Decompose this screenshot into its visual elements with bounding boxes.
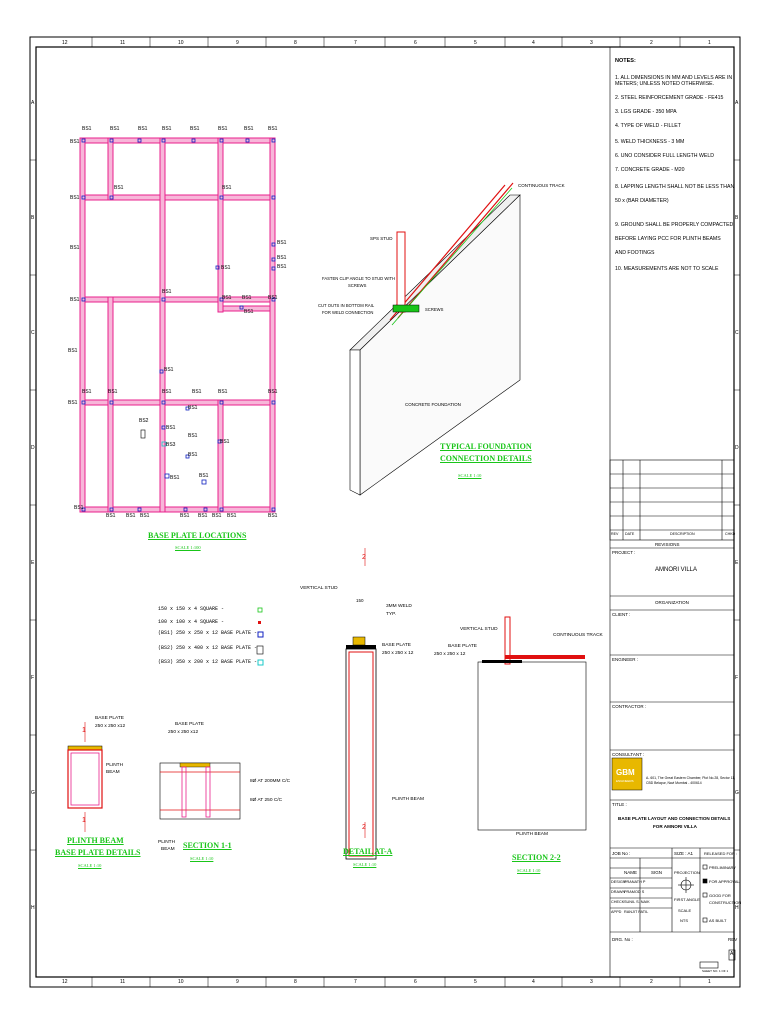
organization-label: ORGANIZATION bbox=[655, 600, 689, 605]
grid-label-bottom: 10 bbox=[178, 979, 184, 985]
plan-label-bs1: BS1 bbox=[244, 126, 254, 132]
note-item: AND FOOTINGS bbox=[615, 250, 655, 256]
released-for-label: RELEASED FOR : bbox=[704, 851, 738, 856]
design-label: DESIGN bbox=[611, 880, 626, 884]
scale-value: NTS bbox=[680, 918, 688, 923]
da-scale: SCALE 1:10 bbox=[353, 862, 377, 867]
rev-label: REV bbox=[728, 937, 738, 942]
grid-label-top: 10 bbox=[178, 40, 184, 46]
grid-label-bottom: 9 bbox=[236, 979, 239, 985]
plan-label-bs1: BS1 bbox=[170, 475, 180, 481]
grid-label-top: 7 bbox=[354, 40, 357, 46]
note-item: 7. CONCRETE GRADE - M20 bbox=[615, 167, 685, 173]
check-name: SUNIL S. NAIK bbox=[624, 900, 650, 904]
da-typ: TYP. bbox=[386, 612, 397, 617]
da-weld: 3MM WELD bbox=[386, 604, 412, 609]
title-line-2: FOR AMNORI VILLA bbox=[653, 824, 697, 829]
section-2-2 bbox=[478, 617, 586, 830]
plinth-title-2: BASE PLATE DETAILS bbox=[55, 848, 141, 857]
grid-label-right: B bbox=[735, 215, 739, 221]
construction-label: CONSTRUCTION bbox=[709, 900, 742, 905]
check-label: CHECK bbox=[611, 900, 625, 904]
grid-label-bottom: 12 bbox=[62, 979, 68, 985]
plan-label-bs1: BS1 bbox=[166, 425, 176, 431]
rev-header: REV bbox=[611, 532, 619, 536]
grid-label-right: H bbox=[735, 905, 739, 911]
iso-sps-stud: SPS STUD bbox=[370, 236, 393, 241]
rev-value: A bbox=[730, 951, 734, 957]
note-item: 6. UNO CONSIDER FULL LENGTH WELD bbox=[615, 153, 714, 159]
plan-label-bs1: BS1 bbox=[162, 389, 172, 395]
s11-size: 250 x 250 x12 bbox=[168, 730, 199, 735]
plan-label-bs1: BS1 bbox=[277, 264, 287, 270]
plan-label-bs2: BS2 bbox=[139, 418, 149, 424]
grid-label-bottom: 1 bbox=[708, 979, 711, 985]
da-vertical-stud: VERTICAL STUD bbox=[300, 586, 338, 591]
grid-label-top: 5 bbox=[474, 40, 477, 46]
note-item: 2. STEEL REINFORCEMENT GRADE - FE415 bbox=[615, 95, 724, 101]
grid-label-bottom: 3 bbox=[590, 979, 593, 985]
rev-header: CHKD bbox=[725, 532, 736, 536]
grid-label-top: 2 bbox=[650, 40, 653, 46]
grid-label-bottom: 6 bbox=[414, 979, 417, 985]
grid-label-top: 1 bbox=[708, 40, 711, 46]
plan-label-bs1: BS1 bbox=[190, 126, 200, 132]
plan-label-bs1: BS1 bbox=[268, 295, 278, 301]
drg-no-label: DRG. No : bbox=[612, 937, 633, 942]
plan-label-bs1: BS1 bbox=[68, 400, 78, 406]
s22-scale: SCALE 1:10 bbox=[517, 868, 541, 873]
client-label: CLIENT : bbox=[612, 612, 631, 617]
grid-label-top: 8 bbox=[294, 40, 297, 46]
iso-cutouts2: FOR WELD CONNECTION bbox=[322, 310, 374, 315]
plan-title: BASE PLATE LOCATIONS bbox=[148, 531, 247, 540]
plan-label-bs1: BS1 bbox=[188, 405, 198, 411]
plan-label-bs1: BS1 bbox=[268, 126, 278, 132]
da-size: 250 x 250 x 12 bbox=[382, 651, 414, 656]
grid-label-left: A bbox=[31, 100, 35, 106]
legend-item: (BS3) 350 x 200 x 12 BASE PLATE - bbox=[158, 659, 258, 665]
grid-label-bottom: 7 bbox=[354, 979, 357, 985]
da-base-plate: BASE PLATE bbox=[382, 643, 411, 648]
plinth-marker-top: 1 bbox=[82, 727, 86, 734]
da-marker-bottom: 2 bbox=[362, 824, 366, 831]
grid-label-top: 11 bbox=[120, 40, 126, 46]
revisions-label: REVISIONS bbox=[655, 542, 680, 547]
preliminary-label: PRELIMINARY bbox=[709, 865, 737, 870]
plan-label-bs1: BS1 bbox=[198, 513, 208, 519]
plan-label-bs1: BS1 bbox=[68, 348, 78, 354]
da-plinth-beam: PLINTH BEAM bbox=[392, 797, 424, 802]
plan-label-bs1: BS1 bbox=[82, 126, 92, 132]
plan-label-bs1: BS1 bbox=[70, 245, 80, 251]
s11-bar2: 8Ø AT 250 C/C bbox=[250, 798, 283, 803]
plan-label-bs1: BS1 bbox=[108, 389, 118, 395]
plan-beams bbox=[80, 138, 278, 512]
legend-item: 100 x 100 x 4 SQUARE - bbox=[158, 619, 225, 625]
iso-title-1: TYPICAL FOUNDATION bbox=[440, 442, 532, 451]
iso-cutouts: CUT OUTS IN BOTTOM RAIL bbox=[318, 303, 375, 308]
title-label: TITLE : bbox=[612, 802, 627, 807]
plinth-marker-bottom: 1 bbox=[82, 817, 86, 824]
s11-bar1: 8Ø AT 200MM C/C bbox=[250, 779, 291, 784]
address-line-1: A- 601, The Great Eastern Chamber, Plot No.28, Sector 11, bbox=[646, 776, 736, 780]
iso-continuous-track: CONTINUOUS TRACK bbox=[518, 183, 565, 188]
grid-label-right: C bbox=[735, 330, 739, 336]
plan-label-bs1: BS1 bbox=[162, 126, 172, 132]
iso-foundation-label: CONCRETE FOUNDATION bbox=[405, 402, 461, 407]
plan-plate-bs2 bbox=[141, 430, 145, 438]
plan-label-bs1: BS1 bbox=[70, 297, 80, 303]
s22-vertical-stud: VERTICAL STUD bbox=[460, 627, 498, 632]
plan-label-bs1: BS1 bbox=[244, 309, 254, 315]
plinth-beam-label: BEAM bbox=[106, 770, 120, 775]
note-item: 4. TYPE OF WELD - FILLET bbox=[615, 123, 681, 129]
s11-beam: BEAM bbox=[161, 847, 175, 852]
s22-base-plate: BASE PLATE bbox=[448, 644, 477, 649]
project-label: PROJECT : bbox=[612, 550, 636, 555]
plinth-scale: SCALE 1:10 bbox=[78, 863, 102, 868]
plan-label-bs1: BS1 bbox=[218, 126, 228, 132]
plan-label-bs1: BS1 bbox=[277, 240, 287, 246]
plan-label-bs1: BS1 bbox=[268, 389, 278, 395]
plan-label-bs1: BS1 bbox=[180, 513, 190, 519]
grid-label-left: H bbox=[31, 905, 35, 911]
grid-label-left: G bbox=[31, 790, 35, 796]
grid-label-top: 4 bbox=[532, 40, 535, 46]
plan-label-bs1: BS1 bbox=[106, 513, 116, 519]
plan-label-bs1: BS1 bbox=[126, 513, 136, 519]
da-dim: 150 bbox=[356, 598, 364, 603]
s11-title: SECTION 1-1 bbox=[183, 841, 232, 850]
grid-label-left: D bbox=[31, 445, 35, 451]
plan-label-bs1: BS1 bbox=[82, 389, 92, 395]
first-angle-label: FIRST ANGLE bbox=[674, 897, 700, 902]
s22-title: SECTION 2-2 bbox=[512, 853, 561, 862]
good-for-label: GOOD FOR bbox=[709, 893, 731, 898]
note-item: 5. WELD THICKNESS - 3 MM bbox=[615, 139, 685, 145]
name-header: NAME bbox=[624, 870, 638, 875]
as-built-label: AS BUILT bbox=[709, 918, 727, 923]
rev-header: DESCRIPTION bbox=[670, 532, 695, 536]
s22-continuous-track: CONTINUOUS TRACK bbox=[553, 633, 603, 638]
plan-label-bs1: BS1 bbox=[70, 139, 80, 145]
da-marker-top: 2 bbox=[362, 554, 366, 561]
title-line-1: BASE PLATE LAYOUT AND CONNECTION DETAILS bbox=[618, 816, 731, 821]
grid-label-right: G bbox=[735, 790, 739, 796]
contractor-label: CONTRACTOR : bbox=[612, 704, 647, 709]
plan-label-bs1: BS1 bbox=[222, 295, 232, 301]
plan-label-bs1: BS1 bbox=[110, 126, 120, 132]
grid-label-bottom: 11 bbox=[120, 979, 126, 985]
iso-screws: SCREWS bbox=[425, 307, 444, 312]
plan-label-bs1: BS1 bbox=[188, 452, 198, 458]
project-name: AMNORI VILLA bbox=[655, 567, 698, 573]
plan-label-bs1: BS1 bbox=[74, 505, 84, 511]
grid-label-right: A bbox=[735, 100, 739, 106]
design-name: PRANATH P bbox=[624, 880, 646, 884]
legend-item: (BS1) 250 x 250 x 12 BASE PLATE - bbox=[158, 630, 258, 636]
job-no-label: JOB No : bbox=[612, 851, 631, 856]
s22-plinth-beam: PLINTH BEAM bbox=[516, 832, 548, 837]
plinth-title-1: PLINTH BEAM bbox=[67, 836, 124, 845]
grid-label-left: C bbox=[31, 330, 35, 336]
iso-fasten: FASTEN CLIP ANGLE TO STUD WITH bbox=[322, 276, 396, 281]
legend-item: (BS2) 250 x 400 x 12 BASE PLATE - bbox=[158, 645, 258, 651]
grid-label-bottom: 2 bbox=[650, 979, 653, 985]
s11-scale: SCALE 1:10 bbox=[190, 856, 214, 861]
grid-label-left: B bbox=[31, 215, 35, 221]
plinth-base-plate: BASE PLATE bbox=[95, 716, 124, 721]
drawn-label: DRAWN bbox=[611, 890, 626, 894]
section-1-1 bbox=[160, 763, 240, 819]
plinth-detail bbox=[68, 722, 102, 832]
plan-label-bs3: BS3 bbox=[166, 442, 176, 448]
grid-label-top: 6 bbox=[414, 40, 417, 46]
size-label: SIZE : A1 bbox=[674, 851, 694, 856]
sheet-label: SHEET NO. 1 OF 1 bbox=[702, 969, 729, 973]
note-item: BEFORE LAYING PCC FOR PLINTH BEAMS bbox=[615, 236, 721, 242]
grid-label-right: F bbox=[735, 675, 739, 681]
appd-label: APPD bbox=[611, 910, 622, 914]
note-item: 8. LAPPING LENGTH SHALL NOT BE LESS THAN bbox=[615, 184, 735, 190]
address-line-2: CBD Belapur, Navi Mumbai - 400614 bbox=[646, 781, 702, 785]
grid-label-top: 9 bbox=[236, 40, 239, 46]
iso-title-2: CONNECTION DETAILS bbox=[440, 454, 532, 463]
for-approval-label: FOR APPROVAL bbox=[709, 879, 740, 884]
plan-label-bs1: BS1 bbox=[192, 389, 202, 395]
plan-label-bs1: BS1 bbox=[199, 473, 209, 479]
engineer-label: ENGINEER : bbox=[612, 657, 639, 662]
grid-label-left: F bbox=[31, 675, 35, 681]
rev-header: DATE bbox=[625, 532, 635, 536]
plan-label-bs1: BS1 bbox=[227, 513, 237, 519]
grid-label-bottom: 8 bbox=[294, 979, 297, 985]
da-title: DETAIL AT-A bbox=[343, 847, 393, 856]
plan-label-bs1: BS1 bbox=[138, 126, 148, 132]
grid-label-top: 12 bbox=[62, 40, 68, 46]
plan-label-bs1: BS1 bbox=[162, 289, 172, 295]
plan-label-bs1: BS1 bbox=[242, 295, 252, 301]
projection-label: PROJECTION bbox=[674, 870, 700, 875]
grid-label-bottom: 4 bbox=[532, 979, 535, 985]
plinth-size: 250 x 250 x12 bbox=[95, 724, 126, 729]
plan-label-bs1: BS1 bbox=[222, 185, 232, 191]
s11-plinth: PLINTH bbox=[158, 840, 176, 845]
note-item: 50 x (BAR DIAMETER) bbox=[615, 198, 669, 204]
plan-label-bs1: BS1 bbox=[218, 389, 228, 395]
plan-label-bs1: BS1 bbox=[114, 185, 124, 191]
grid-label-bottom: 5 bbox=[474, 979, 477, 985]
gbm-logo-sub: ENGINEERS bbox=[616, 779, 634, 783]
note-item: METERS; UNLESS NOTED OTHERWISE. bbox=[615, 81, 715, 87]
drawn-name: PRAMOD S bbox=[624, 890, 645, 894]
appd-name: RANJIT PATIL bbox=[624, 910, 649, 914]
notes-heading: NOTES: bbox=[615, 58, 636, 64]
plan-label-bs1: BS1 bbox=[164, 367, 174, 373]
legend-item: 150 x 150 x 4 SQUARE - bbox=[158, 606, 225, 612]
sign-header: SIGN bbox=[651, 870, 663, 875]
s22-size: 250 x 250 x 12 bbox=[434, 652, 466, 657]
iso-scale: SCALE 1:10 bbox=[458, 473, 482, 478]
scale-label: SCALE bbox=[678, 908, 692, 913]
plan-label-bs1: BS1 bbox=[212, 513, 222, 519]
plan-label-bs1: BS1 bbox=[268, 513, 278, 519]
legend-symbols bbox=[257, 608, 263, 665]
plan-label-bs1: BS1 bbox=[188, 433, 198, 439]
consultant-label: CONSULTANT : bbox=[612, 752, 645, 757]
plan-label-bs1: BS1 bbox=[221, 265, 231, 271]
plan-scale: SCALE 1:100 bbox=[175, 545, 201, 550]
note-item: 3. LGS GRADE - 350 MPA bbox=[615, 109, 677, 115]
grid-label-top: 3 bbox=[590, 40, 593, 46]
detail-at-a bbox=[346, 548, 376, 859]
plan-label-bs1: BS1 bbox=[140, 513, 150, 519]
plan-label-bs1: BS1 bbox=[70, 195, 80, 201]
note-item: 1. ALL DIMENSIONS IN MM AND LEVELS ARE IN bbox=[615, 75, 733, 81]
base-plate-plan bbox=[80, 138, 278, 512]
s11-base-plate: BASE PLATE bbox=[175, 722, 204, 727]
grid-label-right: D bbox=[735, 445, 739, 451]
plinth-label: PLINTH bbox=[106, 763, 124, 768]
grid-label-right: E bbox=[735, 560, 739, 566]
grid-label-left: E bbox=[31, 560, 35, 566]
gbm-logo: GBM bbox=[616, 768, 635, 777]
note-item: 10. MEASUREMENTS ARE NOT TO SCALE bbox=[615, 266, 719, 272]
plan-label-bs1: BS1 bbox=[277, 255, 287, 261]
iso-fasten2: SCREWS bbox=[348, 283, 367, 288]
plan-label-bs1: BS1 bbox=[220, 439, 230, 445]
note-item: 9. GROUND SHALL BE PROPERLY COMPACTED bbox=[615, 222, 734, 228]
